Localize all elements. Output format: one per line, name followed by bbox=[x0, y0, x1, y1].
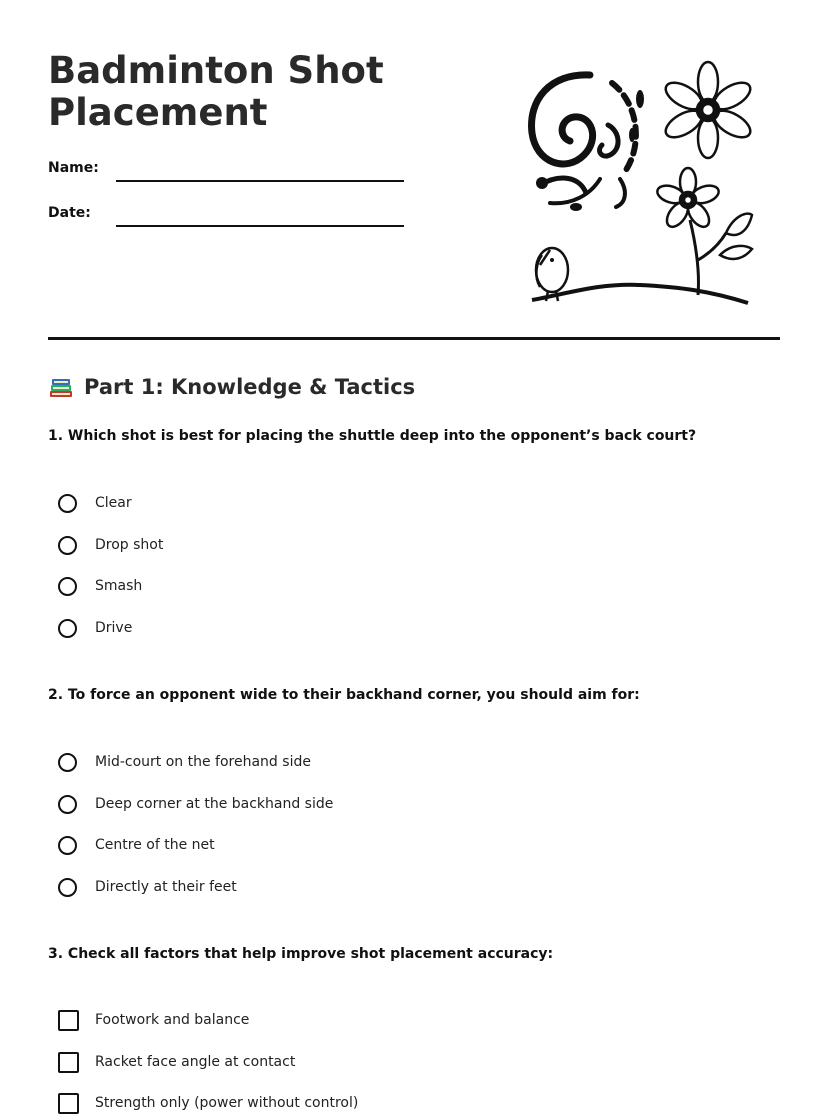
radio-button[interactable] bbox=[58, 536, 77, 555]
radio-button[interactable] bbox=[58, 836, 77, 855]
radio-button[interactable] bbox=[58, 795, 77, 814]
option-label: Directly at their feet bbox=[95, 879, 237, 895]
date-label: Date: bbox=[48, 205, 91, 221]
date-input-line[interactable] bbox=[116, 225, 404, 227]
q1-option-4[interactable] bbox=[58, 616, 133, 640]
option-label: Drop shot bbox=[95, 537, 164, 553]
q1-option-3[interactable] bbox=[58, 574, 143, 598]
q3-option-2[interactable] bbox=[58, 1050, 296, 1074]
option-label: Footwork and balance bbox=[95, 1012, 250, 1028]
question-3: 3. Check all factors that help improve shot placement accuracy: bbox=[48, 946, 554, 962]
option-label: Smash bbox=[95, 578, 143, 594]
radio-button[interactable] bbox=[58, 878, 77, 897]
name-input-line[interactable] bbox=[116, 180, 404, 182]
checkbox[interactable] bbox=[58, 1052, 79, 1073]
radio-button[interactable] bbox=[58, 753, 77, 772]
name-label: Name: bbox=[48, 160, 99, 176]
q2-option-4[interactable] bbox=[58, 875, 237, 899]
radio-button[interactable] bbox=[58, 577, 77, 596]
question-2: 2. To force an opponent wide to their backhand corner, you should aim for: bbox=[48, 687, 640, 703]
option-label: Drive bbox=[95, 620, 133, 636]
checkbox[interactable] bbox=[58, 1010, 79, 1031]
q1-option-2[interactable] bbox=[58, 533, 164, 557]
radio-button[interactable] bbox=[58, 619, 77, 638]
section-title: Part 1: Knowledge & Tactics bbox=[84, 375, 416, 399]
decorative-flower-bird-illustration bbox=[520, 55, 765, 310]
option-label: Clear bbox=[95, 495, 132, 511]
q3-option-3[interactable] bbox=[58, 1091, 359, 1115]
q2-option-3[interactable] bbox=[58, 833, 215, 857]
q3-option-1[interactable] bbox=[58, 1008, 250, 1032]
radio-button[interactable] bbox=[58, 494, 77, 513]
q2-option-1[interactable] bbox=[58, 750, 311, 774]
option-label: Centre of the net bbox=[95, 837, 215, 853]
option-label: Mid-court on the forehand side bbox=[95, 754, 311, 770]
checkbox[interactable] bbox=[58, 1093, 79, 1114]
q2-option-2[interactable] bbox=[58, 792, 334, 816]
option-label: Deep corner at the backhand side bbox=[95, 796, 334, 812]
option-label: Racket face angle at contact bbox=[95, 1054, 296, 1070]
q1-option-1[interactable] bbox=[58, 491, 132, 515]
page-title: Badminton Shot Placement bbox=[48, 49, 384, 134]
option-label: Strength only (power without control) bbox=[95, 1095, 359, 1111]
books-icon bbox=[48, 374, 74, 400]
section-divider bbox=[48, 337, 780, 340]
section-heading bbox=[48, 374, 415, 400]
question-1: 1. Which shot is best for placing the shuttle deep into the opponent’s back court? bbox=[48, 428, 697, 444]
